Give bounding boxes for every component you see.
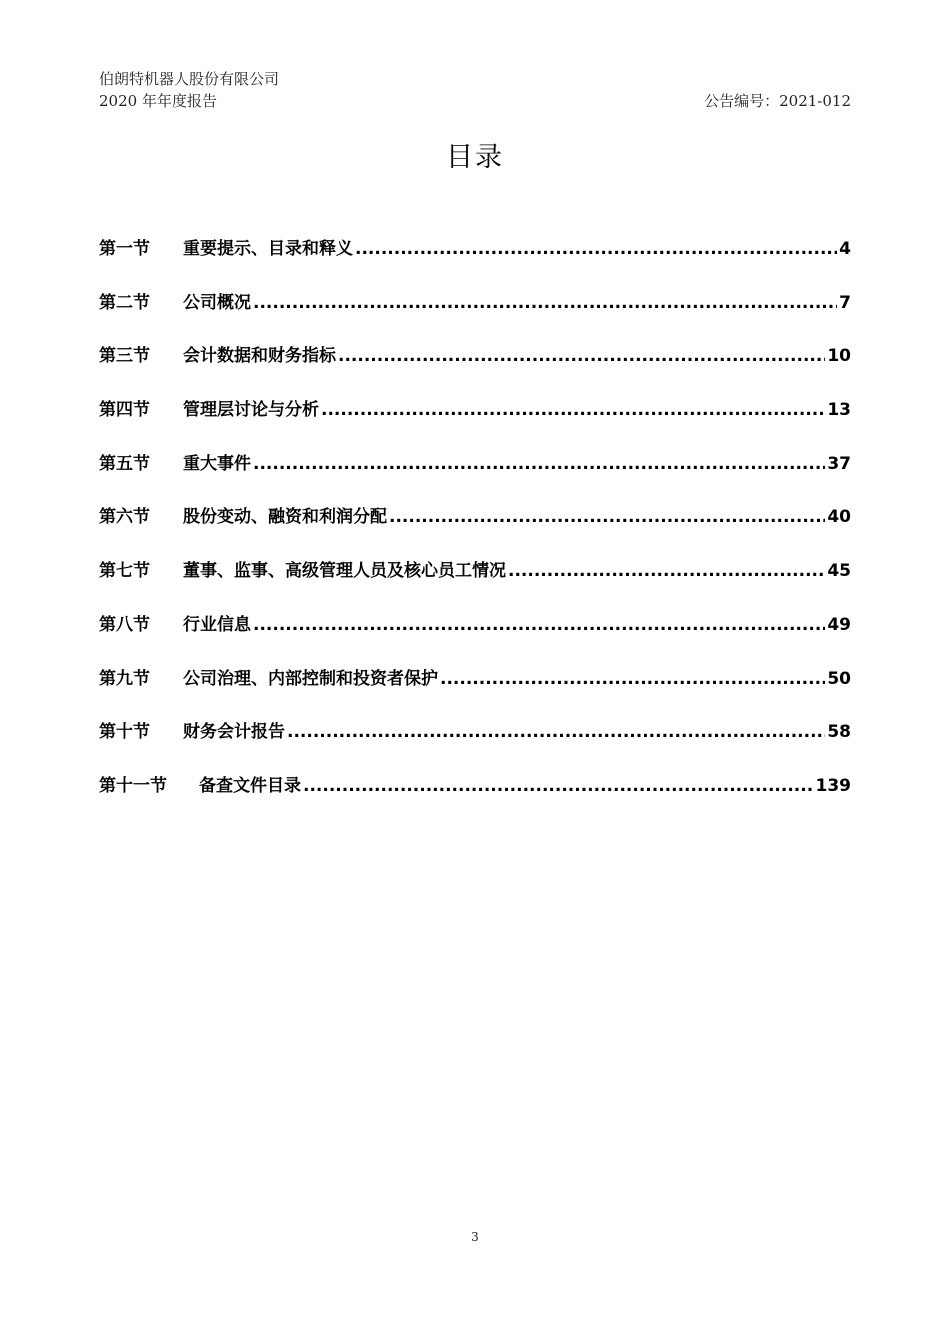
announcement-number: 公告编号：2021-012 bbox=[704, 92, 851, 110]
toc-section-title: 董事、监事、高级管理人员及核心员工情况 bbox=[183, 561, 506, 582]
toc-section-number: 第九节 bbox=[99, 668, 150, 689]
toc-section-title: 行业信息 bbox=[183, 614, 251, 635]
toc-page-number: 13 bbox=[827, 400, 851, 421]
toc-section-number: 第十节 bbox=[99, 722, 150, 743]
toc-leader-dots bbox=[303, 776, 814, 796]
toc-page-number: 37 bbox=[827, 453, 851, 474]
toc-list bbox=[99, 234, 851, 825]
toc-section-number: 第八节 bbox=[99, 614, 150, 635]
company-name: 伯朗特机器人股份有限公司 bbox=[99, 70, 280, 88]
toc-section-title: 财务会计报告 bbox=[183, 722, 285, 743]
toc-section-number: 第七节 bbox=[99, 561, 150, 582]
toc-leader-dots bbox=[253, 615, 825, 635]
toc-entry[interactable] bbox=[99, 717, 851, 771]
toc-page-number: 58 bbox=[827, 722, 851, 743]
toc-page-number: 49 bbox=[827, 614, 851, 635]
toc-section-number: 第一节 bbox=[99, 239, 150, 259]
toc-leader-dots bbox=[253, 454, 825, 474]
toc-section-title: 公司治理、内部控制和投资者保护 bbox=[183, 668, 438, 689]
toc-section-number: 第二节 bbox=[99, 292, 150, 313]
toc-page-number: 45 bbox=[827, 561, 851, 582]
toc-entry[interactable] bbox=[99, 502, 851, 556]
toc-section-title: 备查文件目录 bbox=[199, 775, 301, 796]
toc-section-number: 第五节 bbox=[99, 453, 150, 474]
toc-entry[interactable] bbox=[99, 556, 851, 610]
toc-entry[interactable] bbox=[99, 234, 851, 288]
toc-section-number: 第六节 bbox=[99, 507, 150, 528]
toc-section-title: 公司概况 bbox=[183, 292, 251, 313]
toc-entry[interactable] bbox=[99, 341, 851, 395]
toc-entry[interactable] bbox=[99, 771, 851, 825]
page-number: 3 bbox=[471, 1230, 479, 1244]
toc-leader-dots bbox=[508, 561, 825, 581]
toc-leader-dots bbox=[389, 507, 825, 527]
toc-leader-dots bbox=[338, 346, 825, 366]
toc-page-number: 4 bbox=[839, 239, 851, 259]
toc-section-title: 会计数据和财务指标 bbox=[183, 346, 336, 367]
toc-page-number: 7 bbox=[839, 292, 851, 313]
toc-entry[interactable] bbox=[99, 664, 851, 718]
page-header bbox=[99, 68, 279, 112]
toc-entry[interactable] bbox=[99, 610, 851, 664]
toc-leader-dots bbox=[253, 293, 837, 313]
toc-section-number: 第十一节 bbox=[99, 775, 167, 796]
report-name: 2020 年年度报告 bbox=[99, 92, 217, 110]
toc-section-title: 重大事件 bbox=[183, 453, 251, 474]
toc-section-number: 第四节 bbox=[99, 400, 150, 421]
toc-section-title: 管理层讨论与分析 bbox=[183, 400, 319, 421]
toc-page-number: 50 bbox=[827, 668, 851, 689]
toc-section-title: 重要提示、目录和释义 bbox=[183, 239, 353, 259]
toc-leader-dots bbox=[440, 669, 825, 689]
header-divider bbox=[97, 114, 853, 115]
toc-entry[interactable] bbox=[99, 288, 851, 342]
toc-leader-dots bbox=[287, 722, 825, 742]
toc-title: 目录 bbox=[446, 142, 504, 173]
toc-page-number: 139 bbox=[815, 775, 851, 796]
toc-page-number: 10 bbox=[827, 346, 851, 367]
toc-page-number: 40 bbox=[827, 507, 851, 528]
toc-section-number: 第三节 bbox=[99, 346, 150, 367]
toc-leader-dots bbox=[321, 400, 825, 420]
toc-section-title: 股份变动、融资和利润分配 bbox=[183, 507, 387, 528]
toc-entry[interactable] bbox=[99, 449, 851, 503]
toc-leader-dots bbox=[355, 239, 837, 259]
toc-entry[interactable] bbox=[99, 395, 851, 449]
